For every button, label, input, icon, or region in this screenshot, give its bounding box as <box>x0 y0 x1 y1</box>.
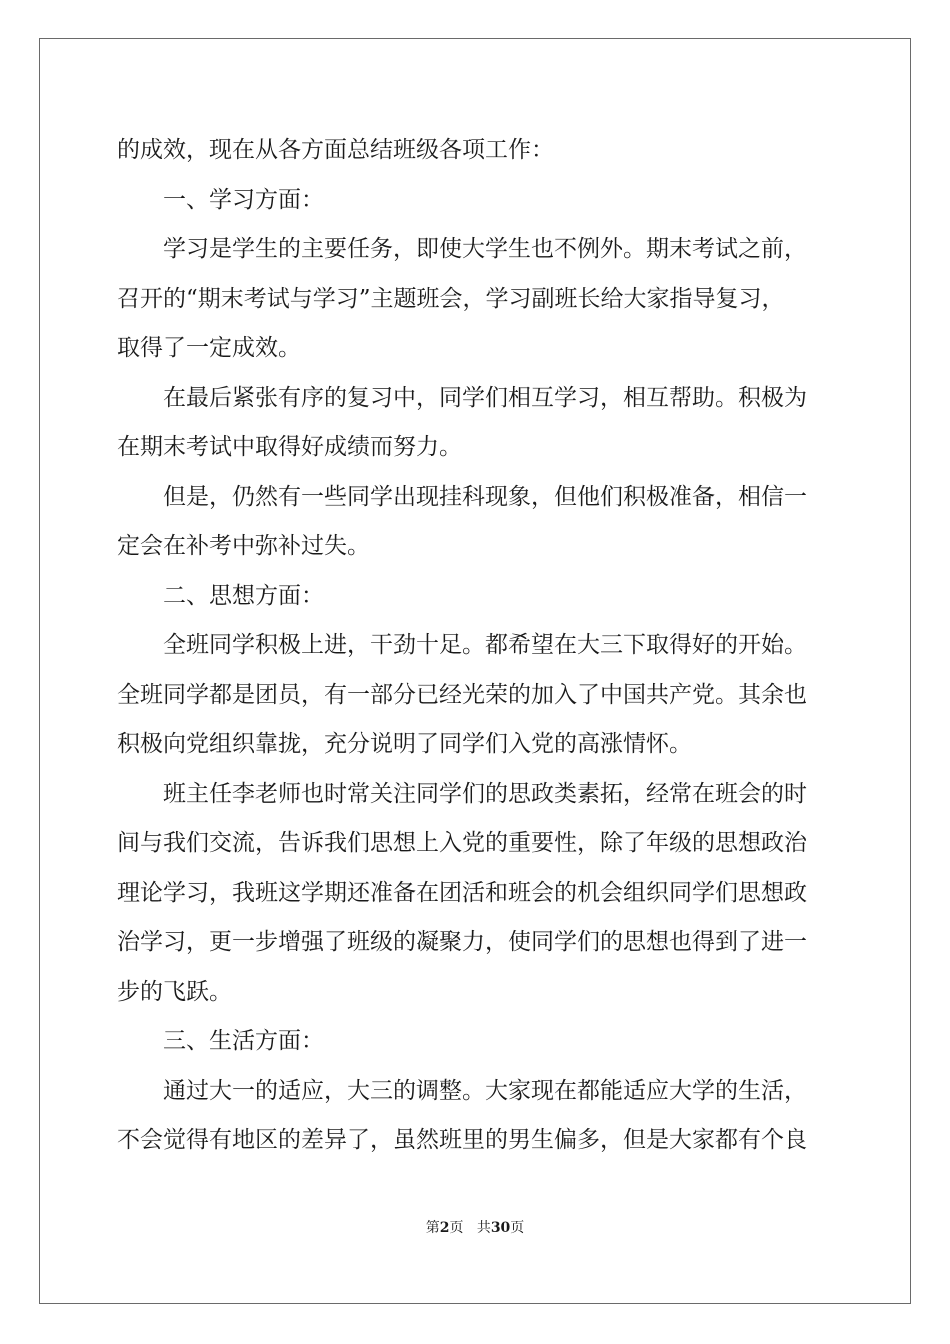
text-line: 全班同学都是团员，有一部分已经光荣的加入了中国共产党。其余也 <box>117 681 807 708</box>
section-heading-study: 一、学习方面： <box>117 186 324 213</box>
page-footer <box>0 1217 950 1237</box>
page-suffix: 页 <box>449 1220 464 1236</box>
page-current: 2 <box>439 1220 450 1236</box>
text-line: 定会在补考中弥补过失。 <box>117 533 370 559</box>
text-line: 全班同学积极上进，干劲十足。都希望在大三下取得好的开始。 <box>117 632 807 658</box>
text-line: 班主任李老师也时常关注同学们的思政类素拓，经常在班会的时 <box>117 780 807 807</box>
text-line: 在期末考试中取得好成绩而努力。 <box>117 434 462 460</box>
text-line: 学习是学生的主要任务，即使大学生也不例外。期末考试之前， <box>117 236 807 262</box>
total-prefix: 共 <box>476 1220 491 1236</box>
text-line: 在最后紧张有序的复习中，同学们相互学习，相互帮助。积极为 <box>117 384 807 411</box>
text-line: 理论学习，我班这学期还准备在团活和班会的机会组织同学们思想政 <box>117 879 807 906</box>
text-line: 但是，仍然有一些同学出现挂科现象，但他们积极准备，相信一 <box>117 483 807 510</box>
text-line: 治学习，更一步增强了班级的凝聚力，使同学们的思想也得到了进一 <box>117 929 807 955</box>
page-prefix: 第 <box>425 1220 440 1236</box>
text-line: 步的飞跃。 <box>117 978 232 1005</box>
section-heading-life: 三、生活方面： <box>117 1028 324 1054</box>
text-line: 取得了一定成效。 <box>117 335 301 361</box>
section-heading-thought: 二、思想方面： <box>117 582 324 609</box>
text-line: 间与我们交流，告诉我们思想上入党的重要性，除了年级的思想政治 <box>117 830 807 856</box>
text-line: 不会觉得有地区的差异了，虽然班里的男生偏多，但是大家都有个良 <box>117 1127 807 1153</box>
total-suffix: 页 <box>510 1220 525 1236</box>
page-total: 30 <box>490 1220 511 1236</box>
text-line: 召开的“期末考试与学习”主题班会，学习副班长给大家指导复习， <box>117 285 785 312</box>
text-line: 积极向党组织靠拢，充分说明了同学们入党的高涨情怀。 <box>117 731 692 757</box>
text-line: 的成效，现在从各方面总结班级各项工作： <box>117 137 554 163</box>
document-body <box>117 126 833 1166</box>
text-line: 通过大一的适应，大三的调整。大家现在都能适应大学的生活， <box>117 1077 807 1104</box>
